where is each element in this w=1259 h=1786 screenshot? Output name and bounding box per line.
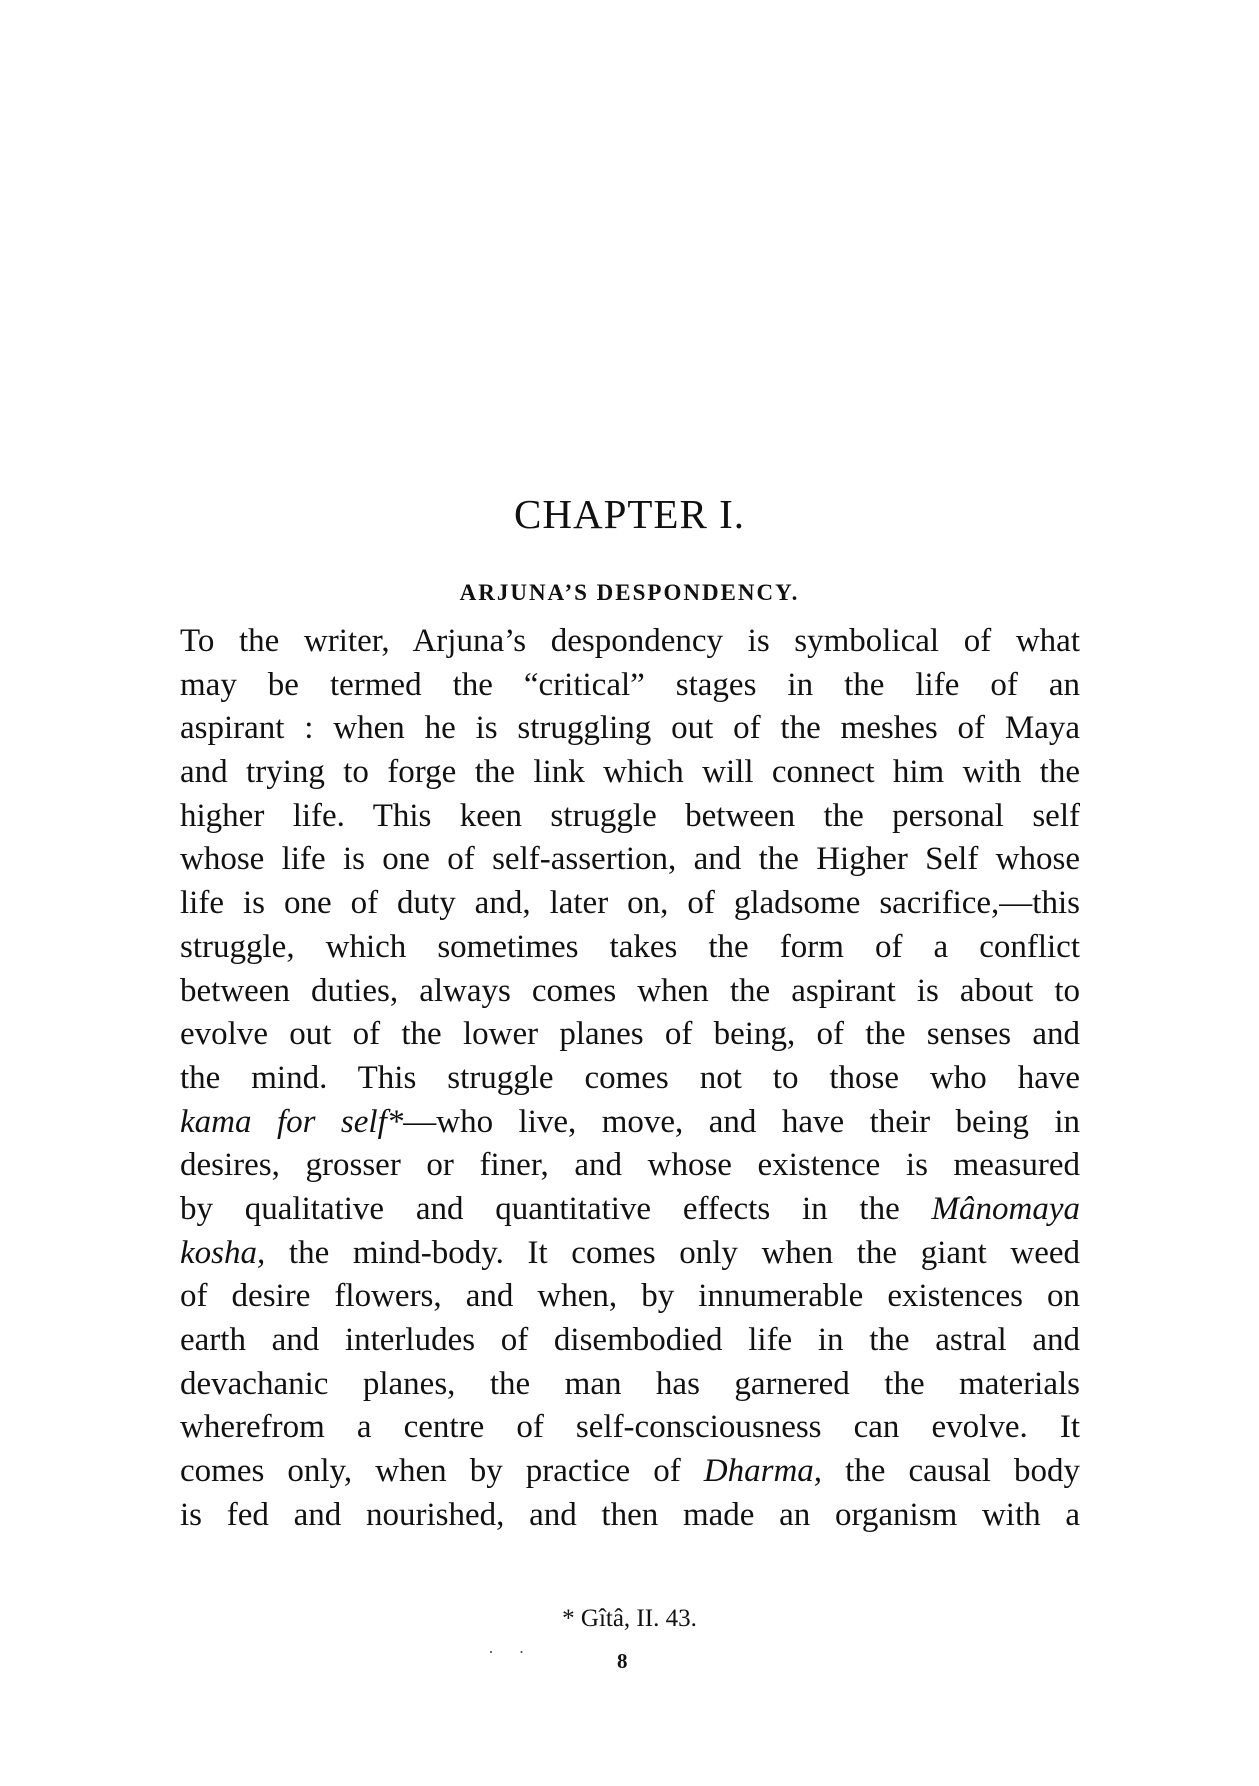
body-line: evolve out of the lower planes of being, of the senses and	[180, 1016, 1080, 1053]
body-line	[180, 1188, 1080, 1232]
body-line: of desire flowers, and when, by innumerable existences on	[180, 1278, 1080, 1315]
italic-term: kosha,	[180, 1234, 266, 1271]
body-line-text: the mind-body. It comes only when the giant weed	[265, 1234, 1080, 1271]
body-line: the mind. This struggle comes not to those who have	[180, 1059, 1080, 1096]
body-line: higher life. This keen struggle between the personal self	[180, 797, 1080, 834]
body-line-text: by qualitative and quantitative effects in the	[180, 1190, 900, 1227]
body-line	[180, 1450, 1080, 1494]
body-line: aspirant : when he is struggling out of the meshes of Maya	[180, 710, 1080, 747]
body-line: wherefrom a centre of self-consciousness can evolve. It	[180, 1409, 1080, 1446]
body-line	[180, 1232, 1080, 1276]
body-line: between duties, always comes when the aspirant is about to	[180, 972, 1080, 1009]
chapter-title: CHAPTER I.	[514, 491, 745, 537]
italic-term: Mânomaya	[931, 1190, 1081, 1227]
body-line: desires, grosser or finer, and whose existence is measured	[180, 1147, 1080, 1184]
body-line: devachanic planes, the man has garnered the materials	[180, 1365, 1080, 1402]
scan-specks: · ·	[488, 1642, 535, 1662]
body-line	[180, 1101, 1080, 1145]
page-number: 8	[617, 1649, 628, 1673]
italic-term: kama for self*	[180, 1103, 404, 1140]
italic-term: Dharma,	[703, 1453, 823, 1490]
body-line-text: comes only, when by practice of	[180, 1453, 681, 1490]
body-paragraph	[180, 620, 1080, 1537]
body-line: whose life is one of self-assertion, and the Higher Self whose	[180, 841, 1080, 878]
body-line-text: —who live, move, and have their being in	[403, 1103, 1080, 1140]
body-line: life is one of duty and, later on, of gladsome sacrifice,—this	[180, 885, 1080, 922]
body-line: and trying to forge the link which will connect him with the	[180, 754, 1080, 791]
body-line: is fed and nourished, and then made an organism with a	[180, 1496, 1080, 1533]
body-line: may be termed the “critical” stages in the life of an	[180, 666, 1080, 703]
section-title: ARJUNA’S DESPONDENCY.	[459, 580, 800, 605]
body-line: To the writer, Arjuna’s despondency is symbolical of what	[180, 623, 1080, 659]
body-line: earth and interludes of disembodied life in the astral and	[180, 1322, 1080, 1358]
body-line-text: the causal body	[822, 1453, 1080, 1490]
body-line: struggle, which sometimes takes the form of a conflict	[180, 928, 1080, 965]
footnote: * Gîtâ, II. 43.	[562, 1605, 697, 1632]
